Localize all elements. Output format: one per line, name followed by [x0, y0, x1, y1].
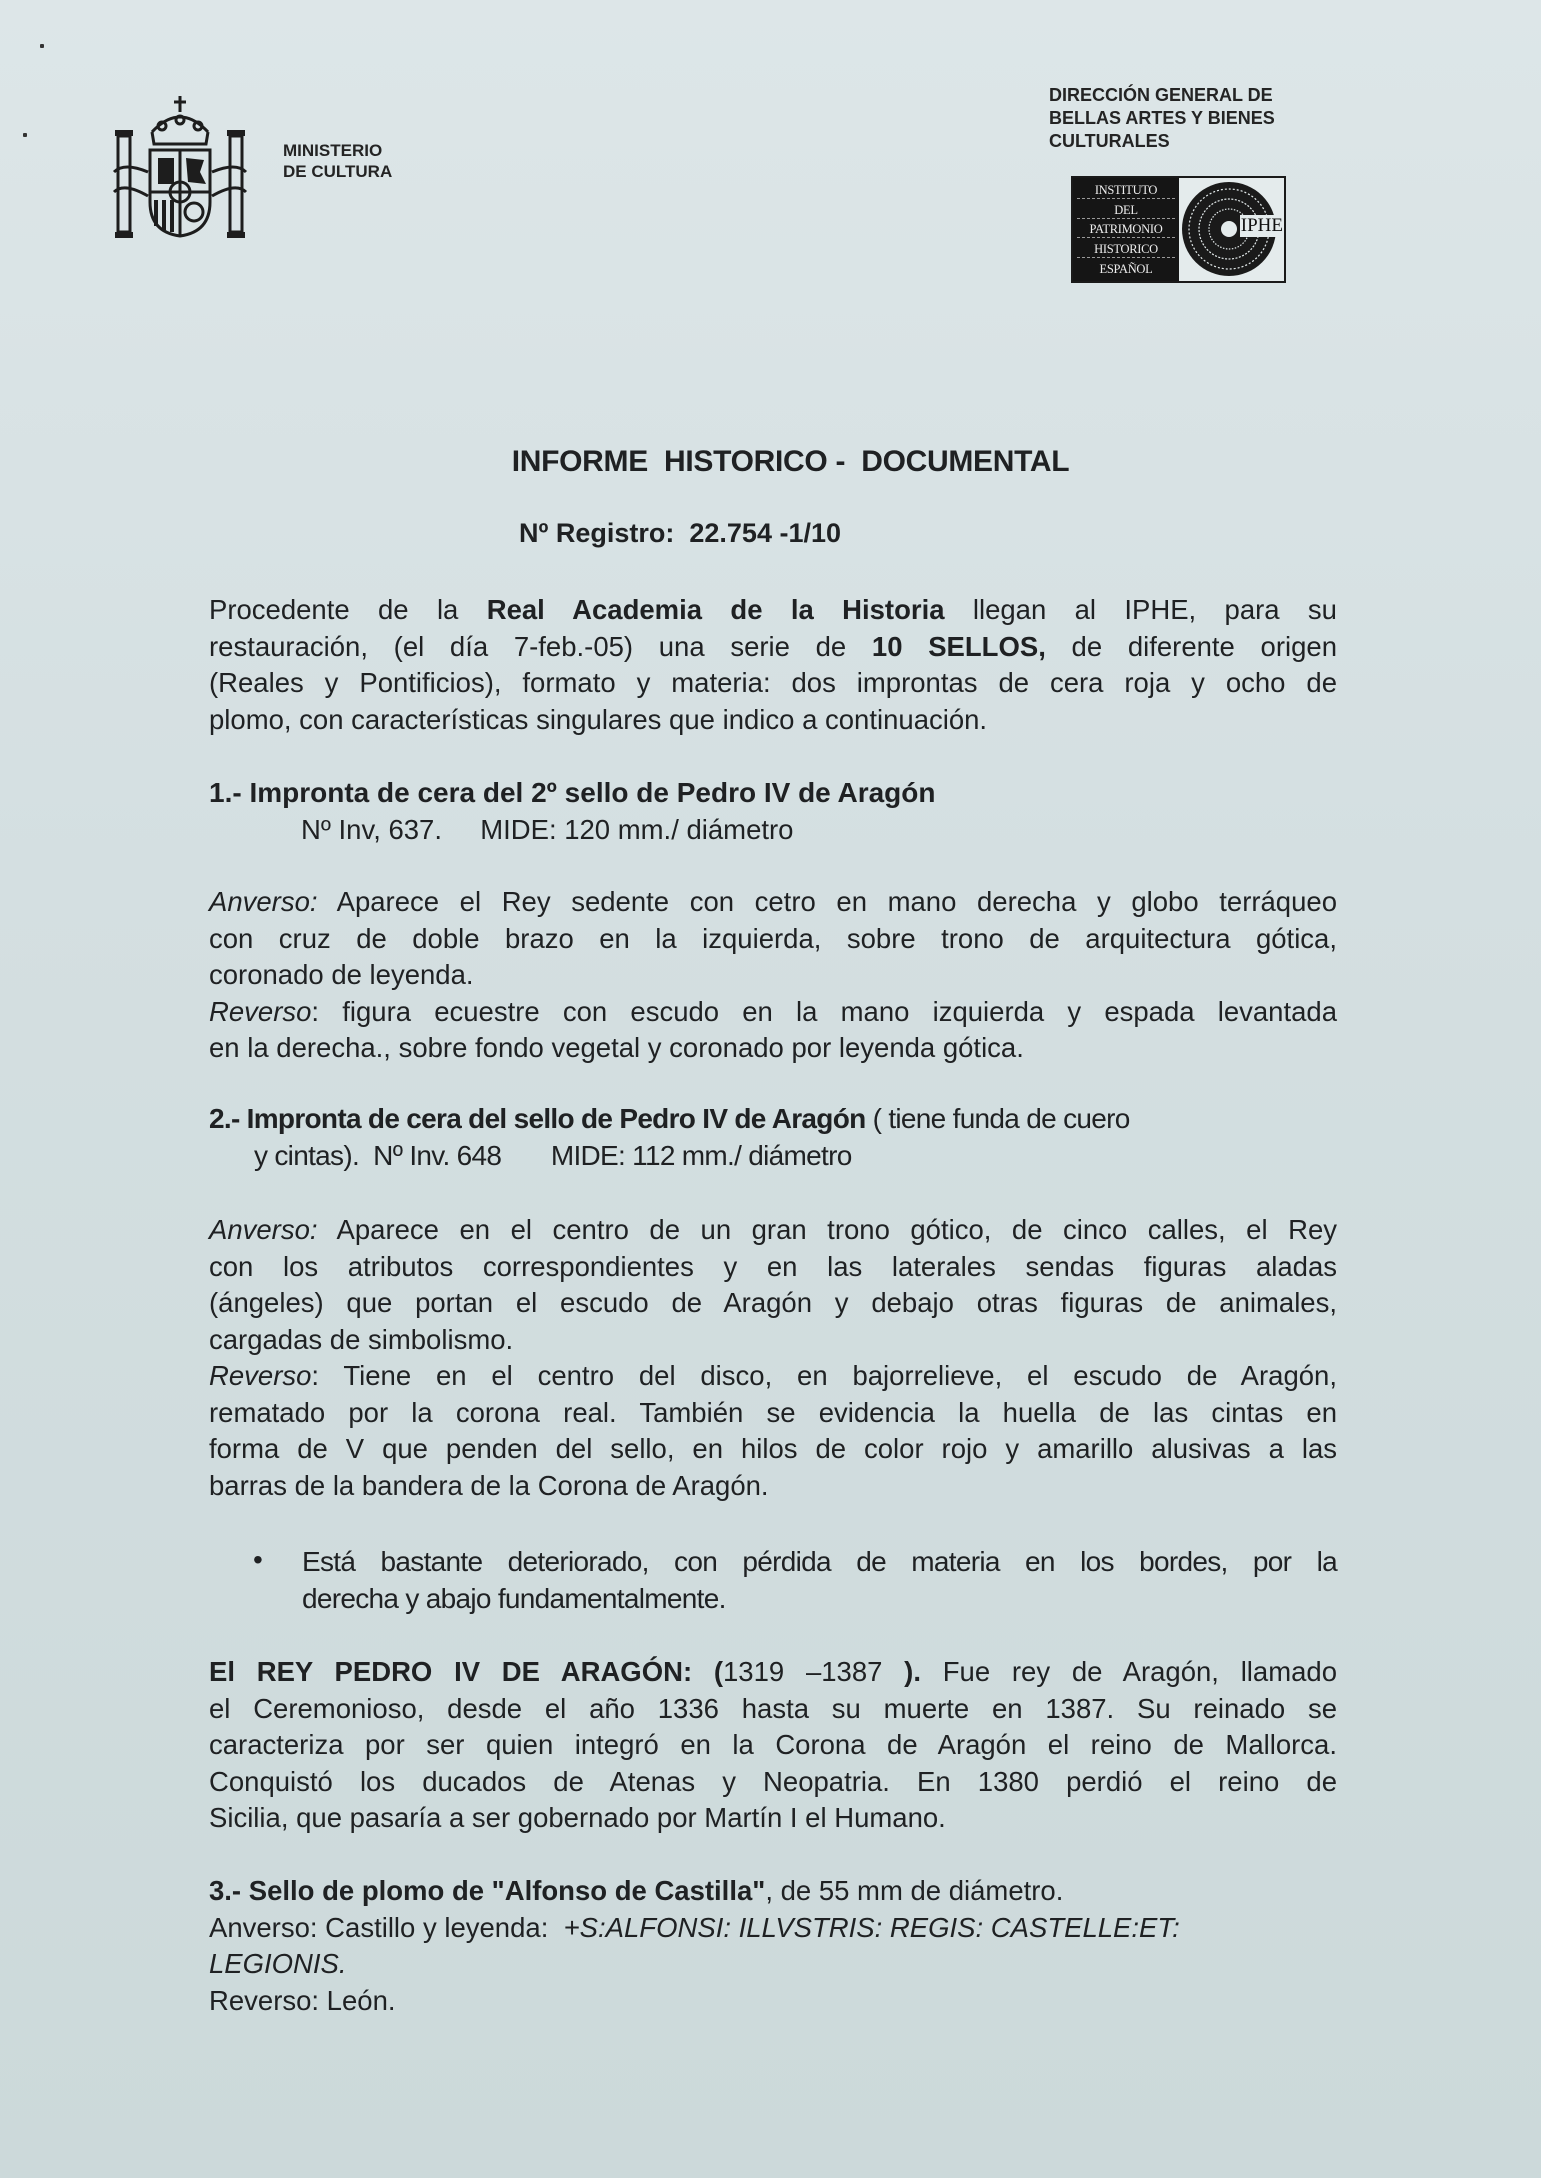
- iphe-line: DEL: [1077, 202, 1175, 219]
- text-line: el Ceremonioso, desde el año 1336 hasta su muerte en 1387. Su reinado se: [209, 1692, 1337, 1724]
- text-line: cargadas de simbolismo.: [209, 1323, 514, 1355]
- iphe-logo: [1071, 176, 1286, 283]
- item-3-heading: 3.- Sello de plomo de "Alfonso de Castilla": [209, 1875, 766, 1906]
- document-title-text: INFORME HISTORICO - DOCUMENTAL: [511, 445, 1070, 478]
- coat-of-arms-icon: [112, 92, 248, 240]
- iphe-line: HISTORICO: [1077, 241, 1175, 258]
- iphe-acronym: IPHE: [1240, 215, 1283, 236]
- reverso-label: Reverso: [209, 995, 312, 1027]
- anverso-label: Anverso:: [209, 1214, 318, 1245]
- pedro-iv-biography: [209, 1654, 1337, 1837]
- biography-label: El REY PEDRO IV DE ARAGÓN: (: [209, 1656, 724, 1687]
- item-3-reverso: Reverso: León.: [209, 1984, 396, 2016]
- item-3: [209, 1873, 1337, 2019]
- text-line: (ángeles) que portan el escudo de Aragón y debajo otras figuras de animales,: [209, 1287, 1337, 1318]
- text-line: plomo, con características singulares que indico a continuación.: [209, 703, 988, 735]
- text: ( tiene funda de cuero: [865, 1103, 1130, 1134]
- text: Aparece el Rey sedente con cetro en mano derecha y globo terráqueo: [317, 886, 1337, 917]
- iphe-line: INSTITUTO: [1077, 182, 1175, 199]
- text-line: Sicilia, que pasaría a ser gobernado por Martín I el Humano.: [209, 1802, 946, 1833]
- text-line: en la derecha., sobre fondo vegetal y coronado por leyenda gótica.: [209, 1032, 1024, 1063]
- seal-legend-cont: LEGIONIS.: [209, 1948, 347, 1979]
- text: , de 55 mm de diámetro.: [765, 1875, 1064, 1906]
- scan-speck: [40, 44, 44, 48]
- direccion-line-1: DIRECCIÓN GENERAL DE: [1049, 85, 1273, 105]
- text-line: barras de la bandera de la Corona de Aragón.: [209, 1469, 769, 1501]
- condition-note: [302, 1544, 1337, 1617]
- ministry-line-1: MINISTERIO: [283, 141, 383, 160]
- iphe-logo-text: [1073, 178, 1179, 281]
- direccion-general: [1049, 84, 1275, 153]
- item-2-title: 2.- Impronta de cera del sello de Pedro IV de Aragón: [209, 1103, 866, 1134]
- ministry-line-2: DE CULTURA: [283, 162, 393, 181]
- ministry-name: [283, 140, 392, 182]
- institution-name: Real Academia de la Historia: [486, 594, 945, 625]
- text: ).: [904, 1656, 921, 1687]
- text: Anverso: Castillo y leyenda:: [209, 1911, 564, 1943]
- text-line: coronado de leyenda.: [209, 959, 474, 990]
- item-1-inventory: Nº Inv, 637. MIDE: 120 mm./ diámetro: [301, 814, 794, 845]
- item-2-inventory: y cintas). Nº Inv. 648 MIDE: 112 mm./ diámetro: [254, 1140, 852, 1171]
- text-line: derecha y abajo fundamentalmente.: [302, 1582, 726, 1614]
- text: : figura ecuestre con escudo en la mano izquierda y espada levantada: [311, 995, 1337, 1027]
- text: : Tiene en el centro del disco, en bajorrelieve, el escudo de Aragón,: [311, 1360, 1337, 1391]
- text-line: forma de V que penden del sello, en hilos de color rojo y amarillo alusivas a las: [209, 1433, 1337, 1464]
- text-line: (Reales y Pontificios), formato y materia: dos improntas de cera roja y ocho de: [209, 667, 1337, 698]
- item-1-description: [209, 884, 1337, 1067]
- intro-paragraph: [209, 592, 1337, 738]
- text: de diferente origen: [1045, 630, 1337, 662]
- text-line: con los atributos correspondientes y en las laterales sendas figuras aladas: [209, 1250, 1337, 1282]
- text: Fue rey de Aragón, llamado: [920, 1656, 1338, 1687]
- registration-number: Nº Registro: 22.754 -1/10: [519, 518, 841, 548]
- text: restauración, (el día 7-feb.-05) una serie de: [209, 630, 872, 662]
- text: Aparece en el centro de un gran trono gótico, de cinco calles, el Rey: [317, 1214, 1337, 1245]
- direccion-line-3: CULTURALES: [1049, 131, 1170, 151]
- text-line: rematado por la corona real. También se evidencia la huella de las cintas en: [209, 1396, 1337, 1428]
- text: llegan al IPHE, para su: [944, 594, 1337, 625]
- text-line: Está bastante deteriorado, con pérdida de materia en los bordes, por la: [302, 1546, 1337, 1577]
- item-1-heading: 1.- Impronta de cera del 2º sello de Pedro IV de Aragón: [209, 777, 936, 808]
- seal-legend: +S:ALFONSI: ILLVSTRIS: REGIS: CASTELLE:ET:: [563, 1911, 1180, 1943]
- anverso-label: Anverso:: [209, 886, 318, 917]
- text: Procedente de la: [209, 594, 487, 625]
- iphe-line: ESPAÑOL: [1099, 261, 1153, 276]
- seal-count: 10 SELLOS,: [871, 630, 1046, 662]
- document-title: [0, 445, 1541, 479]
- iphe-line: PATRIMONIO: [1077, 221, 1175, 238]
- text-line: caracteriza por ser quien integró en la Corona de Aragón el reino de Mallorca.: [209, 1729, 1337, 1760]
- text-line: Conquistó los ducados de Atenas y Neopatria. En 1380 perdió el reino de: [209, 1765, 1337, 1797]
- direccion-line-2: BELLAS ARTES Y BIENES: [1049, 108, 1275, 128]
- scan-speck: [23, 133, 27, 137]
- bullet-icon: •: [253, 1544, 263, 1575]
- reverso-label: Reverso: [209, 1360, 312, 1391]
- text: 1319 –1387: [723, 1656, 905, 1687]
- item-2-heading: [209, 1103, 1130, 1135]
- item-2-description: [209, 1212, 1337, 1504]
- text-line: con cruz de doble brazo en la izquierda, sobre trono de arquitectura gótica,: [209, 922, 1337, 954]
- iphe-rosette-icon: [1179, 178, 1284, 281]
